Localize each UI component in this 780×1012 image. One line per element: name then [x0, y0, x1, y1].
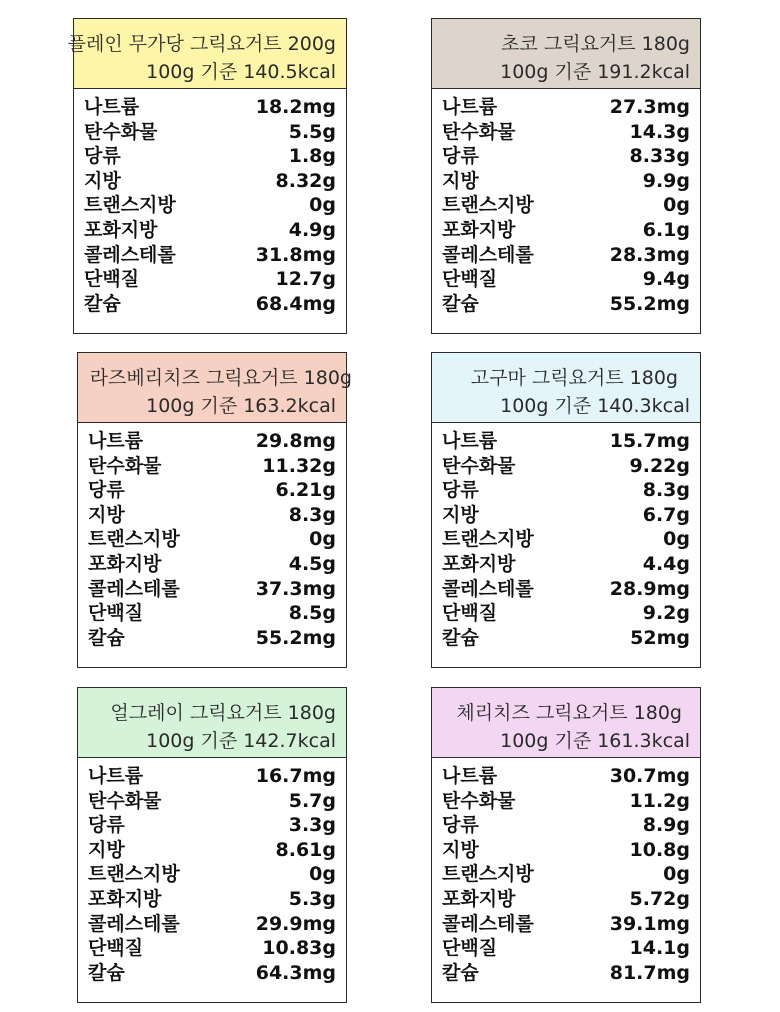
nutrient-name: 나트륨: [84, 96, 140, 118]
nutrient-row: [88, 789, 336, 814]
nutrient-row: [88, 577, 336, 602]
nutrient-name: 칼슘: [88, 961, 125, 984]
nutrient-value: 4.4g: [642, 552, 690, 575]
nutrition-card-raspberry-cheese: [77, 352, 352, 668]
nutrient-value: 5.7g: [288, 789, 336, 812]
nutrient-value: 4.9g: [288, 218, 336, 241]
nutrient-value: 28.3mg: [609, 243, 690, 266]
nutrient-value: 29.8mg: [255, 430, 336, 452]
nutrient-value: 55.2mg: [609, 292, 690, 315]
nutrient-row: [84, 218, 336, 243]
nutrient-row: [442, 478, 690, 503]
nutrient-value: 0g: [309, 528, 336, 551]
nutrient-value: 29.9mg: [255, 912, 336, 935]
nutrient-name: 콜레스테롤: [88, 577, 180, 600]
nutrient-name: 트랜스지방: [84, 194, 176, 217]
nutrient-value: 8.3g: [642, 479, 690, 502]
nutrient-name: 지방: [442, 169, 479, 192]
nutrient-value: 11.32g: [262, 454, 336, 477]
nutrient-value: 30.7mg: [609, 765, 690, 787]
nutrient-name: 지방: [88, 838, 125, 861]
nutrient-value: 8.32g: [275, 169, 336, 192]
nutrient-row: [442, 961, 690, 986]
nutrient-list: [84, 95, 336, 316]
nutrient-value: 31.8mg: [255, 243, 336, 266]
nutrient-row: [442, 193, 690, 218]
nutrient-row: [442, 429, 690, 454]
nutrient-row: [442, 813, 690, 838]
nutrient-row: [88, 764, 336, 789]
nutrient-row: [88, 961, 336, 986]
card-title: 플레인 무가당 그릭요거트 200g: [67, 33, 336, 55]
nutrient-name: 탄수화물: [442, 454, 516, 477]
nutrient-value: 0g: [309, 194, 336, 217]
nutrient-value: 0g: [309, 863, 336, 886]
nutrient-row: [88, 862, 336, 887]
nutrient-value: 15.7mg: [609, 430, 690, 452]
card-kcal: 100g 기준 163.2kcal: [146, 395, 336, 417]
card-title: 체리치즈 그릭요거트 180g: [456, 702, 682, 724]
nutrient-row: [442, 626, 690, 651]
nutrient-row: [84, 243, 336, 268]
nutrient-row: [84, 292, 336, 317]
nutrient-name: 칼슘: [84, 292, 121, 315]
nutrient-row: [442, 862, 690, 887]
nutrient-name: 탄수화물: [442, 789, 516, 812]
nutrient-name: 단백질: [442, 602, 498, 625]
nutrient-value: 55.2mg: [255, 626, 336, 649]
nutrient-row: [442, 292, 690, 317]
card-kcal: 100g 기준 191.2kcal: [500, 61, 690, 83]
nutrient-value: 81.7mg: [609, 961, 690, 984]
nutrient-name: 지방: [88, 503, 125, 526]
nutrient-row: [88, 552, 336, 577]
card-title: 초코 그릭요거트 180g: [501, 33, 690, 55]
nutrient-name: 탄수화물: [88, 454, 162, 477]
nutrient-row: [442, 527, 690, 552]
nutrient-value: 0g: [663, 863, 690, 886]
nutrient-name: 트랜스지방: [88, 863, 180, 886]
nutrient-value: 11.2g: [629, 789, 690, 812]
nutrient-name: 탄수화물: [84, 120, 158, 143]
nutrient-list: [442, 429, 690, 650]
nutrient-name: 당류: [442, 814, 479, 837]
nutrient-name: 지방: [84, 169, 121, 192]
nutrient-name: 트랜스지방: [442, 194, 534, 217]
nutrient-row: [442, 267, 690, 292]
nutrient-row: [442, 169, 690, 194]
nutrient-value: 5.72g: [629, 887, 690, 910]
nutrient-name: 당류: [88, 814, 125, 837]
nutrient-value: 9.22g: [629, 454, 690, 477]
nutrient-name: 지방: [442, 503, 479, 526]
nutrient-name: 콜레스테롤: [442, 912, 534, 935]
nutrient-value: 8.61g: [275, 838, 336, 861]
nutrient-row: [442, 577, 690, 602]
nutrient-name: 단백질: [88, 602, 144, 625]
nutrient-row: [84, 169, 336, 194]
nutrient-row: [84, 120, 336, 145]
nutrient-value: 28.9mg: [609, 577, 690, 600]
nutrient-name: 트랜스지방: [442, 528, 534, 551]
nutrient-value: 8.3g: [288, 503, 336, 526]
nutrient-name: 포화지방: [84, 218, 158, 241]
nutrition-card-earl-grey: [77, 687, 347, 1003]
card-title: 고구마 그릭요거트 180g: [470, 367, 678, 389]
nutrient-value: 14.3g: [629, 120, 690, 143]
nutrient-list: [88, 764, 336, 985]
nutrient-value: 68.4mg: [255, 292, 336, 315]
nutrient-name: 당류: [442, 479, 479, 502]
nutrient-name: 단백질: [442, 268, 498, 291]
nutrient-row: [88, 626, 336, 651]
nutrient-value: 6.21g: [275, 479, 336, 502]
nutrient-value: 4.5g: [288, 552, 336, 575]
nutrient-name: 포화지방: [88, 887, 162, 910]
nutrient-name: 당류: [88, 479, 125, 502]
nutrient-row: [442, 789, 690, 814]
nutrient-name: 트랜스지방: [442, 863, 534, 886]
nutrient-value: 27.3mg: [609, 96, 690, 118]
nutrient-row: [88, 454, 336, 479]
nutrient-name: 콜레스테롤: [84, 243, 176, 266]
nutrient-row: [88, 936, 336, 961]
nutrient-value: 64.3mg: [255, 961, 336, 984]
nutrient-name: 칼슘: [442, 961, 479, 984]
card-header: [78, 688, 346, 758]
nutrient-row: [442, 887, 690, 912]
nutrient-row: [442, 764, 690, 789]
nutrient-name: 탄수화물: [442, 120, 516, 143]
nutrient-value: 52mg: [630, 626, 690, 649]
card-kcal: 100g 기준 140.5kcal: [146, 61, 336, 83]
nutrient-row: [442, 601, 690, 626]
nutrient-value: 8.9g: [642, 814, 690, 837]
nutrient-name: 탄수화물: [88, 789, 162, 812]
nutrient-name: 나트륨: [442, 96, 498, 118]
nutrient-row: [84, 193, 336, 218]
nutrition-card-cherry-cheese: [431, 687, 701, 1003]
nutrient-row: [88, 838, 336, 863]
nutrient-name: 나트륨: [442, 430, 498, 452]
nutrient-row: [84, 95, 336, 120]
nutrient-value: 5.5g: [288, 120, 336, 143]
nutrient-name: 당류: [442, 145, 479, 168]
card-title: 라즈베리치즈 그릭요거트 180g: [89, 367, 352, 389]
nutrient-value: 39.1mg: [609, 912, 690, 935]
nutrient-name: 나트륨: [442, 765, 498, 787]
card-kcal: 100g 기준 161.3kcal: [500, 730, 690, 752]
nutrient-row: [88, 503, 336, 528]
nutrient-row: [88, 601, 336, 626]
nutrient-value: 6.7g: [642, 503, 690, 526]
nutrient-row: [88, 478, 336, 503]
nutrient-name: 나트륨: [88, 765, 144, 787]
nutrient-value: 10.8g: [629, 838, 690, 861]
card-header: [432, 19, 700, 89]
nutrient-value: 0g: [663, 194, 690, 217]
nutrient-name: 칼슘: [442, 292, 479, 315]
nutrient-value: 3.3g: [288, 814, 336, 837]
nutrient-name: 지방: [442, 838, 479, 861]
nutrient-value: 9.2g: [642, 602, 690, 625]
nutrient-value: 0g: [663, 528, 690, 551]
card-kcal: 100g 기준 142.7kcal: [146, 730, 336, 752]
card-header: [67, 19, 346, 89]
nutrient-name: 칼슘: [442, 626, 479, 649]
nutrient-row: [84, 267, 336, 292]
nutrient-name: 당류: [84, 145, 121, 168]
nutrient-row: [442, 218, 690, 243]
nutrient-name: 포화지방: [442, 218, 516, 241]
nutrient-name: 콜레스테롤: [88, 912, 180, 935]
nutrient-row: [442, 838, 690, 863]
nutrient-value: 10.83g: [262, 937, 336, 960]
nutrient-list: [442, 95, 690, 316]
card-title: 얼그레이 그릭요거트 180g: [110, 702, 336, 724]
nutrient-list: [442, 764, 690, 985]
nutrient-row: [442, 243, 690, 268]
nutrient-value: 9.9g: [642, 169, 690, 192]
nutrient-name: 단백질: [88, 937, 144, 960]
nutrient-row: [442, 552, 690, 577]
nutrient-row: [442, 120, 690, 145]
nutrient-list: [88, 429, 336, 650]
card-header: [78, 353, 352, 423]
card-kcal: 100g 기준 140.3kcal: [500, 395, 690, 417]
card-header: [432, 688, 700, 758]
nutrient-name: 칼슘: [88, 626, 125, 649]
nutrient-name: 포화지방: [442, 887, 516, 910]
nutrient-row: [442, 144, 690, 169]
card-header: [432, 353, 700, 423]
nutrient-name: 단백질: [84, 268, 140, 291]
nutrient-name: 트랜스지방: [88, 528, 180, 551]
nutrient-value: 18.2mg: [255, 96, 336, 118]
nutrient-value: 1.8g: [288, 145, 336, 168]
nutrient-name: 나트륨: [88, 430, 144, 452]
nutrition-card-plain: [67, 18, 347, 334]
nutrient-name: 포화지방: [442, 552, 516, 575]
nutrient-value: 8.33g: [629, 145, 690, 168]
nutrient-name: 포화지방: [88, 552, 162, 575]
nutrition-card-choco: [431, 18, 701, 334]
nutrient-value: 5.3g: [288, 887, 336, 910]
nutrient-name: 콜레스테롤: [442, 243, 534, 266]
nutrient-value: 6.1g: [642, 218, 690, 241]
nutrient-row: [88, 887, 336, 912]
nutrient-value: 8.5g: [288, 602, 336, 625]
nutrition-card-sweet-potato: [431, 352, 701, 668]
nutrient-row: [442, 912, 690, 937]
nutrient-value: 37.3mg: [255, 577, 336, 600]
nutrient-row: [442, 503, 690, 528]
nutrient-value: 12.7g: [275, 268, 336, 291]
nutrient-row: [88, 429, 336, 454]
nutrient-name: 단백질: [442, 937, 498, 960]
nutrient-row: [442, 454, 690, 479]
nutrient-name: 콜레스테롤: [442, 577, 534, 600]
nutrient-row: [442, 936, 690, 961]
nutrient-row: [88, 912, 336, 937]
nutrient-row: [88, 813, 336, 838]
nutrient-row: [442, 95, 690, 120]
nutrient-value: 9.4g: [642, 268, 690, 291]
nutrient-row: [88, 527, 336, 552]
nutrient-row: [84, 144, 336, 169]
nutrient-value: 14.1g: [629, 937, 690, 960]
nutrient-value: 16.7mg: [255, 765, 336, 787]
